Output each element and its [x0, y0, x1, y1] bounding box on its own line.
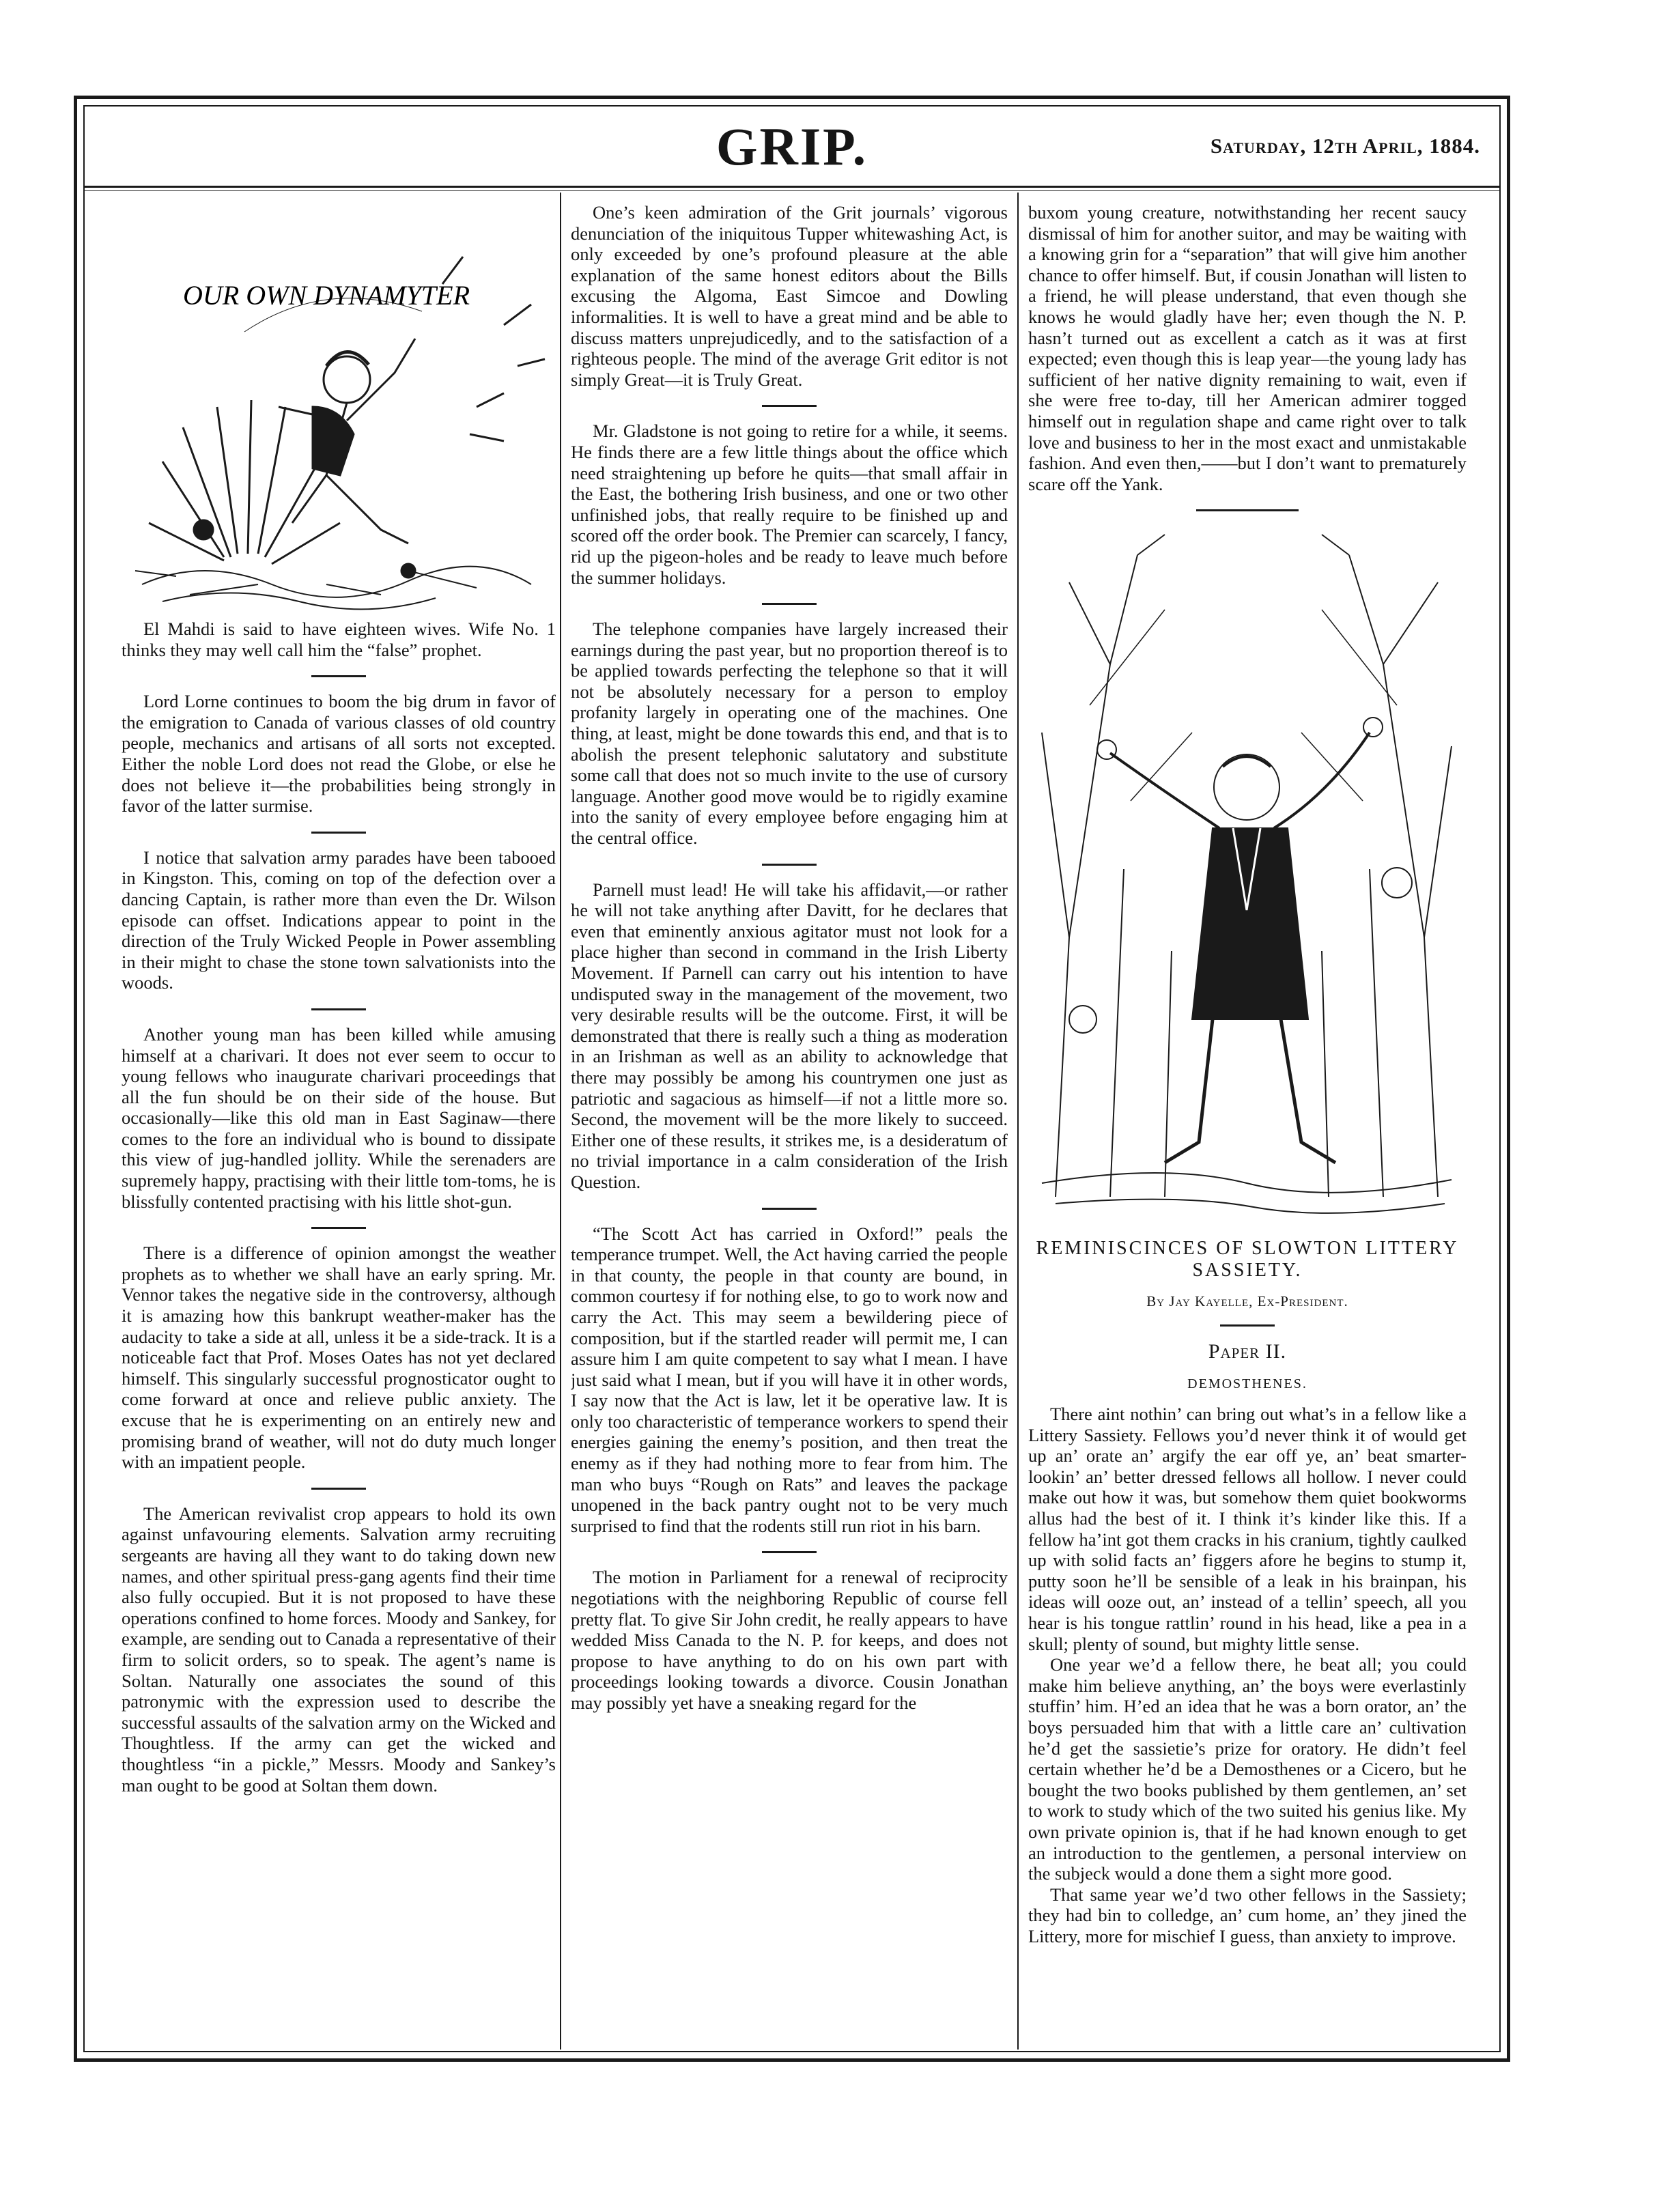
- paragraph: El Mahdi is said to have eighteen wives. Wife No. 1 thinks they may well call him the “false” prophet.: [122, 619, 556, 660]
- paragraph: Another young man has been killed while amusing himself at a charivari. It does not ever seem to occur to young fellows who inaugurate charivari proceedings that all the fun should be on their side of the house. But occasionally—like this old man in East Saginaw—there comes to the fore an individual who is bound to dissipate this view of jug-handled jollity. While the serenaders are supremely happy, practising with their little tom-toms, he is blissfully contented practising with his little shot-gun.: [122, 1023, 556, 1212]
- article-byline: By Jay Kayelle, Ex-President.: [1146, 1293, 1348, 1310]
- cartoon-caption: OUR OWN DYNAMYTER: [182, 280, 470, 311]
- separator: [1196, 509, 1299, 511]
- dynamiter-cartoon: [122, 202, 556, 619]
- column-divider-2: [1017, 193, 1019, 2050]
- paragraph: There is a difference of opinion amongst the weather prophets as to whether we shall have an early spring. Mr. Vennor takes the negative side in the controversy, although it is amazing how this bankrupt weather-maker has the audacity to take a side at all, unless it be a side-track. It is a noticeable fact that Prof. Moses Oates has not yet declared himself. This singularly successful prognosticator ought to come forward at once and relieve public anxiety. The excuse that he is experimenting on an entirely new and promising brand of weather, will not do duty much longer with an impatient people.: [122, 1243, 556, 1473]
- separator: [311, 1227, 366, 1229]
- separator: [762, 405, 817, 407]
- paragraph-continued: buxom young creature, notwithstanding her recent saucy dismissal of him for another suitor, and may be waiting with a knowing grin for a “separation” that will give him another chance to offer himself. But, if cousin Jonathan will listen to a friend, he will please understand, that even though she knows he would gladly have her; even though the N. P. hasn’t turned out as excellent a catch as it was at first expected; even though this is leap year—the young lady has sufficient of her native dignity remaining to wait, even if she were free to-day, till her American admirer togged himself out in regulation shape and came right over to talk love and business to her in the most exact and unmistakable fashion. And even then,——but I don’t want to prematurely scare off the Yank.: [1028, 202, 1467, 494]
- separator: [762, 1551, 817, 1553]
- paragraph: The American revivalist crop appears to hold its own against unfavouring elements. Salvation army recruiting sergeants are having all they want to do taking down new names, and other spiritual press-gang agents find their time also fully occupied. But it is not proposed to have these operations confined to home forces. Moody and Sankey, for example, are sending out to Canada a representative of their firm to solicit orders, so to speak. The agent’s name is Soltan. Naturally one associates the sound of this patronymic with the expression used to describe the successful assaults of the salvation army on the Wicked and Thoughtless. If the army can get the wicked and thoughtless “in a pickle,” Messrs. Moody and Sankey’s man ought to be good at Soltan them down.: [122, 1503, 556, 1796]
- paragraph: One’s keen admiration of the Grit journals’ vigorous denunciation of the iniquitous Tupper whitewashing Act, is only exceeded by one’s profound pleasure at the able explanation of the same honest editors about the Bills excusing the Algoma, East Simcoe and Dowling informalities. It is well to have a great mind and be able to discuss matters unprejudicedly, and to the satisfaction of a righteous people. The mind of the average Grit editor is not simply Great—it is Truly Great.: [571, 202, 1008, 390]
- masthead-title: GRIP.: [716, 117, 868, 176]
- separator: [762, 603, 817, 605]
- separator: [311, 1488, 366, 1490]
- separator: [311, 1008, 366, 1010]
- article-title: REMINISCINCES OF SLOWTON LITTERY SASSIETY.: [1036, 1238, 1459, 1281]
- header-rule-thin: [85, 190, 1499, 191]
- paragraph: “The Scott Act has carried in Oxford!” peals the temperance trumpet. Well, the Act having carried the people in that county, the people in that county are bound, in common courtesy if for nothing else, to go to work now and carry the Act. This may seem a bewildering piece of composition, but if the startled reader will permit me, I can assure him I am quite competent to say what I mean. I have just said what I mean, but if you will have it in other words, I say now that the Act is law, let it be operative law. It is only too characteristic of temperance workers to spend their energies gaining the enemy’s position, and then treat the enemy as if they had nothing more to fear from him. The man who buys “Rough on Rats” and leaves the package unopened in the back pantry ought not to be very much surprised to find that the rodents still run riot in his barn.: [571, 1223, 1008, 1536]
- paragraph: One year we’d a fellow there, he beat all; you could make him believe anything, an’ the boys were everlastinly stuffin’ him. H’ed an idea that he was a born orator, an’ the boys persuaded him that with a little care an’ cultivation he’d get the sassietie’s prize for oratory. He didn’t feel certain whether he’d be a Demosthenes or a Cicero, but he bought the two books published by them gentlemen, an’ set to work to study which of the two suited his genius like. My own private opinion is, that if he had known enough to get an introduction to the gentlemen, a personal interview on the subjeck would a done them a sight more good.: [1028, 1654, 1467, 1884]
- paragraph: Mr. Gladstone is not going to retire for a while, it seems. He finds there are a few little things about the office which need straightening up before he quits—that small affair in the East, the bothering Irish business, and one or two other unfinished jobs, that really require to be finished up and scored off the order book. The Premier can scarcely, I fancy, rid up the pigeon-holes and be ready to leave much before the summer holidays.: [571, 421, 1008, 588]
- column-3: [1028, 202, 1467, 2045]
- separator: [1220, 1324, 1275, 1327]
- separator: [762, 1208, 817, 1210]
- separator: [762, 864, 817, 866]
- orator-cartoon: [1028, 528, 1467, 1224]
- paragraph: There aint nothin’ can bring out what’s in a fellow like a Littery Sassiety. Fellows you’d never think it of would get up an’ orate an’ argify the ear off ye, an’ beat smarter-lookin’ an’ better dressed fellows all hollow. I never could make out how it was, but somehow them quiet bookworms allus had the best of it. I think it’s kinder like this. If a fellow ha’int got them cracks in his cranium, tightly caulked up with solid facts an’ figgers afore he begins to stump it, putty soon he’ll be sensible of a leak in his brainpan, his ideas will ooze out, an’ instead of a tellin’ speech, all you hear is his tongue rattlin’ round in his head, like a pea in a skull; plenty of sound, but mighty little sense.: [1028, 1404, 1467, 1654]
- page-header: [85, 107, 1499, 187]
- paragraph: I notice that salvation army parades have been tabooed in Kingston. This, coming on top of the defection over a dancing Captain, is rather more than even the Dr. Wilson episode can offset. Indications appear to point in the direction of the Truly Wicked People in Power assembling in their might to chase the stone town salvationists into the woods.: [122, 847, 556, 993]
- column-divider-1: [560, 193, 561, 2050]
- column-2: [571, 202, 1008, 2045]
- issue-date: Saturday, 12th April, 1884.: [1210, 134, 1480, 158]
- separator: [311, 832, 366, 834]
- article-paper-number: Paper II.: [1208, 1339, 1287, 1363]
- paragraph: That same year we’d two other fellows in the Sassiety; they had bin to colledge, an’ cum home, an’ they jined the Littery, more for mischief I guess, than anxiety to improve.: [1028, 1884, 1467, 1946]
- header-rule: [85, 186, 1499, 188]
- paragraph: The motion in Parliament for a renewal of reciprocity negotiations with the neighboring Republic of course fell pretty flat. To give Sir John credit, he really appears to have wedded Miss Canada to the N. P. for keeps, and does not propose to have anything to do on his own part with proceedings looking towards a divorce. Cousin Jonathan may possibly yet have a sneaking regard for the: [571, 1567, 1008, 1713]
- column-1: [122, 202, 556, 2045]
- paragraph: Lord Lorne continues to boom the big drum in favor of the emigration to Canada of various classes of old country people, mechanics and artisans of all sorts not excepted. Either the noble Lord does not read the Globe, or else he does not believe it—the probabilities being strongly in favor of the latter surmise.: [122, 691, 556, 817]
- article-header: [1028, 1238, 1467, 1394]
- paragraph: Parnell must lead! He will take his affidavit,—or rather he will not take anything after Davitt, for he declares that even that eminently anxious agitator must not look for a place higher than second in command in the Irish Liberty Movement. If Parnell can carry out his intention to have undisputed sway in the management of the movement, two very desirable results will be the outcome. First, it will be demonstrated that there is really such a thing as moderation in an Irishman as well as an ability to acknowledge that there may possibly be among his countrymen one just as patriotic and sagacious as himself—if not a little more so. Second, the movement will be the more likely to succeed. Either one of these results, it strikes me, is a desideratum of no trivial importance in a calm consideration of the Irish Question.: [571, 879, 1008, 1192]
- separator: [311, 675, 366, 677]
- paragraph: The telephone companies have largely increased their earnings during the past year, but no proportion thereof is to be applied towards perfecting the telephone so that it will not be absolutely necessary for a person to employ profanity largely in operating one of the machines. One thing, at least, might be done towards this end, and that is to abolish the present telephonic salutatory and substitute some call that does not so much invite to the use of cursory language. Another good move would be to rigidly examine into the sanity of every employee before engaging him at the central office.: [571, 619, 1008, 849]
- article-subhead: DEMOSTHENES.: [1187, 1376, 1307, 1391]
